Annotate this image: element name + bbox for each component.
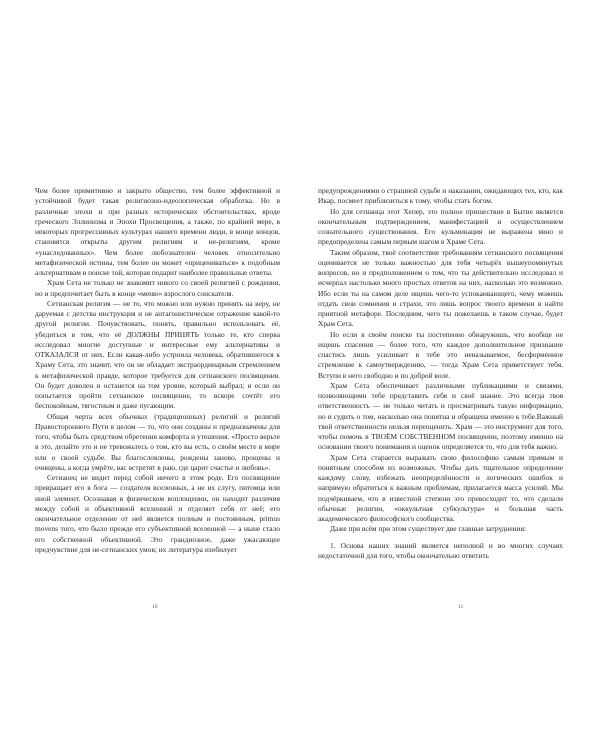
paragraph: предупреждениями о страшной судьбе и наказании, ожидающих тех, кто, как Икар, посмеет приблизиться к тому, чтобы стать богом.: [318, 186, 563, 206]
paragraph: Общая черта всех обычных (традиционных) религий и религий Правостороннего Пути в целом — то, что они созданы и предназначены для того, чтобы быть средством обретения комфорта и утешения. «Просто верьте в это, делайте это и не тревожьтесь о том, кто вы есть, о своём месте в мире или о своей судьбе. Вы благословлены, рождены заново, прощены и очищены, а когда умрёте, вас встретят в раю, где царит счастье и любовь».: [35, 411, 280, 472]
paragraph: Но для сетианца этот Хепер, это полное пришествие в Бытие является окончательным подтверждением, манифестацией и осуществлением сознательного существования. Его кульминация не выражена явно и предопределена самым первым шагом в Храме Сета.: [318, 206, 563, 247]
right-page: [300, 0, 600, 750]
paragraph: Храм Сета обеспечивает различными публикациями и связями, позволяющими тебе представить себя и своё знание. Это всегда твоя ответственность — не только читать и просматривать такую информацию, но и судить о том, насколько она понятна и обращена именно к тебе.Важный твой ответственности нельзя переоценить. Храм — это инструмент для того, чтобы помочь в ТВОЁМ СОБСТВЕННОМ посвящении, поэтому именно на основании твоего понимания и оценок определяется то, что для тебя важно.: [318, 380, 563, 452]
paragraph: Но если в своём поиске ты постепенно обнаружишь, что вообще не ищешь спасения — более того, что каждое дополнительное признание спастись лишь усиливает в тебе это неназываемое, бесформенное стремление к самоутверждению, — тогда Храм Сета приветствует тебя. Вступи в него свободно и по доброй воле.: [318, 329, 563, 380]
paragraph: Сетианская религия — не то, что можно или нужно принять на веру, не даруемая с детства инструкция и не антагонистическое отражение какой-то другой религии. Почувствовать, понять, правильно использовать её, убедиться в том, что её ДОЛЖНЫ ПРИНЯТЬ только те, кто сперва исследовал многие доступные и интересные ему альтернативы и ОТКАЗАЛСЯ от них. Если какая-либо устроила человека, обратившегося к Храму Сета, это значит, что он не обладает экстраординарным стремлением к метафизической правде, которое требуется для сетианского посвящения. Он будет доволен и останется на том уровне, который выбрал; и если он попытается пройти сетианское посвящение, то вскоре сочтёт его беспокойным, тягостным и даже пугающим.: [35, 298, 280, 411]
left-page-body: [35, 186, 280, 555]
page-number: 10: [152, 604, 158, 610]
right-page-body: [318, 186, 563, 561]
paragraph: Даже при всём при этом существует две главные затруднения:: [330, 524, 527, 534]
numbered-list: [318, 541, 563, 562]
page-number: 11: [458, 604, 464, 610]
paragraph: Сетианец не видит перед собой ничего в этом роде. Его посвящение превращает его в бога — создателя вселенных, а не их слугу, питомца или иной элемент. Осознавая в физическом воплощении, он находит различия между собой и объективной вселенной и отделяет себя от неё; его окончательное отделение от неё является полным и постоянным, primus movens того, что было прежде его субъективной вселенной — а ныне стало его собственной объективной. Это грандиозное, даже ужасающее предчувствие для не-сетианских умов; их литература изобилует: [35, 473, 280, 554]
list-item: 1. Основа наших знаний является неполной и во многих случаях недостаточной для того, чтобы окончательно ответить: [318, 540, 563, 560]
paragraph: Таким образом, твоё соответствие требованиям сетианского посвящения оценивается не только важностью для тебя четырёх вышеупомянутых вопросов, но и предположением о том, что ты действительно исследовал и исчерпал настолько много простых ответов на них, насколько это возможно. Ибо если ты на самом деле ищешь чего-то успокаивающего, чему можешь отдать свои сомнения и страхи, это лишь вопрос твоего времени в найти приятной метафоре. Последним, чего ты пожелаешь в таком случае, будет Храм Сета.: [318, 247, 563, 329]
paragraph: Чем более примитивно и закрыто общество, тем более эффективной и устойчивой будет такая религиозно-идеологическая обработка. Но в различные эпохи и при разных исторических обстоятельствах, вроде греческого Эллинизма и Эпохи Просвещения, а также, по крайней мере, в некоторых прогрессивных культурах нашего времени люди, в конце концов, становятся открыты другим религиям и не-религиям, кроме «унаследованных». Чем более любознателен человек относительно метафизической истины, тем более он может «прицениваться» к подобным альтернативам в поиске той, которая подарит наиболее правильные ответы.: [35, 186, 280, 277]
paragraph: Храм Сета не только не знакомит никого со своей религией с рождения, но и предпочитает быть в конце «меню» взрослого соискателя.: [35, 278, 280, 298]
paragraph: Храм Сета старается выражать свою философию самым прямым и понятным способом из возможных. Чтобы дать тщательное определение каждому слову, избежать неопределённости и логических ошибок и напрямую обратиться к важным проблемам, прилагается масса усилий. Мы подчёркиваем, что в известной степени это превосходит то, что сделали обычные религии, «оккультная субкультура» и большая часть академического философского сообщества.: [318, 452, 563, 523]
